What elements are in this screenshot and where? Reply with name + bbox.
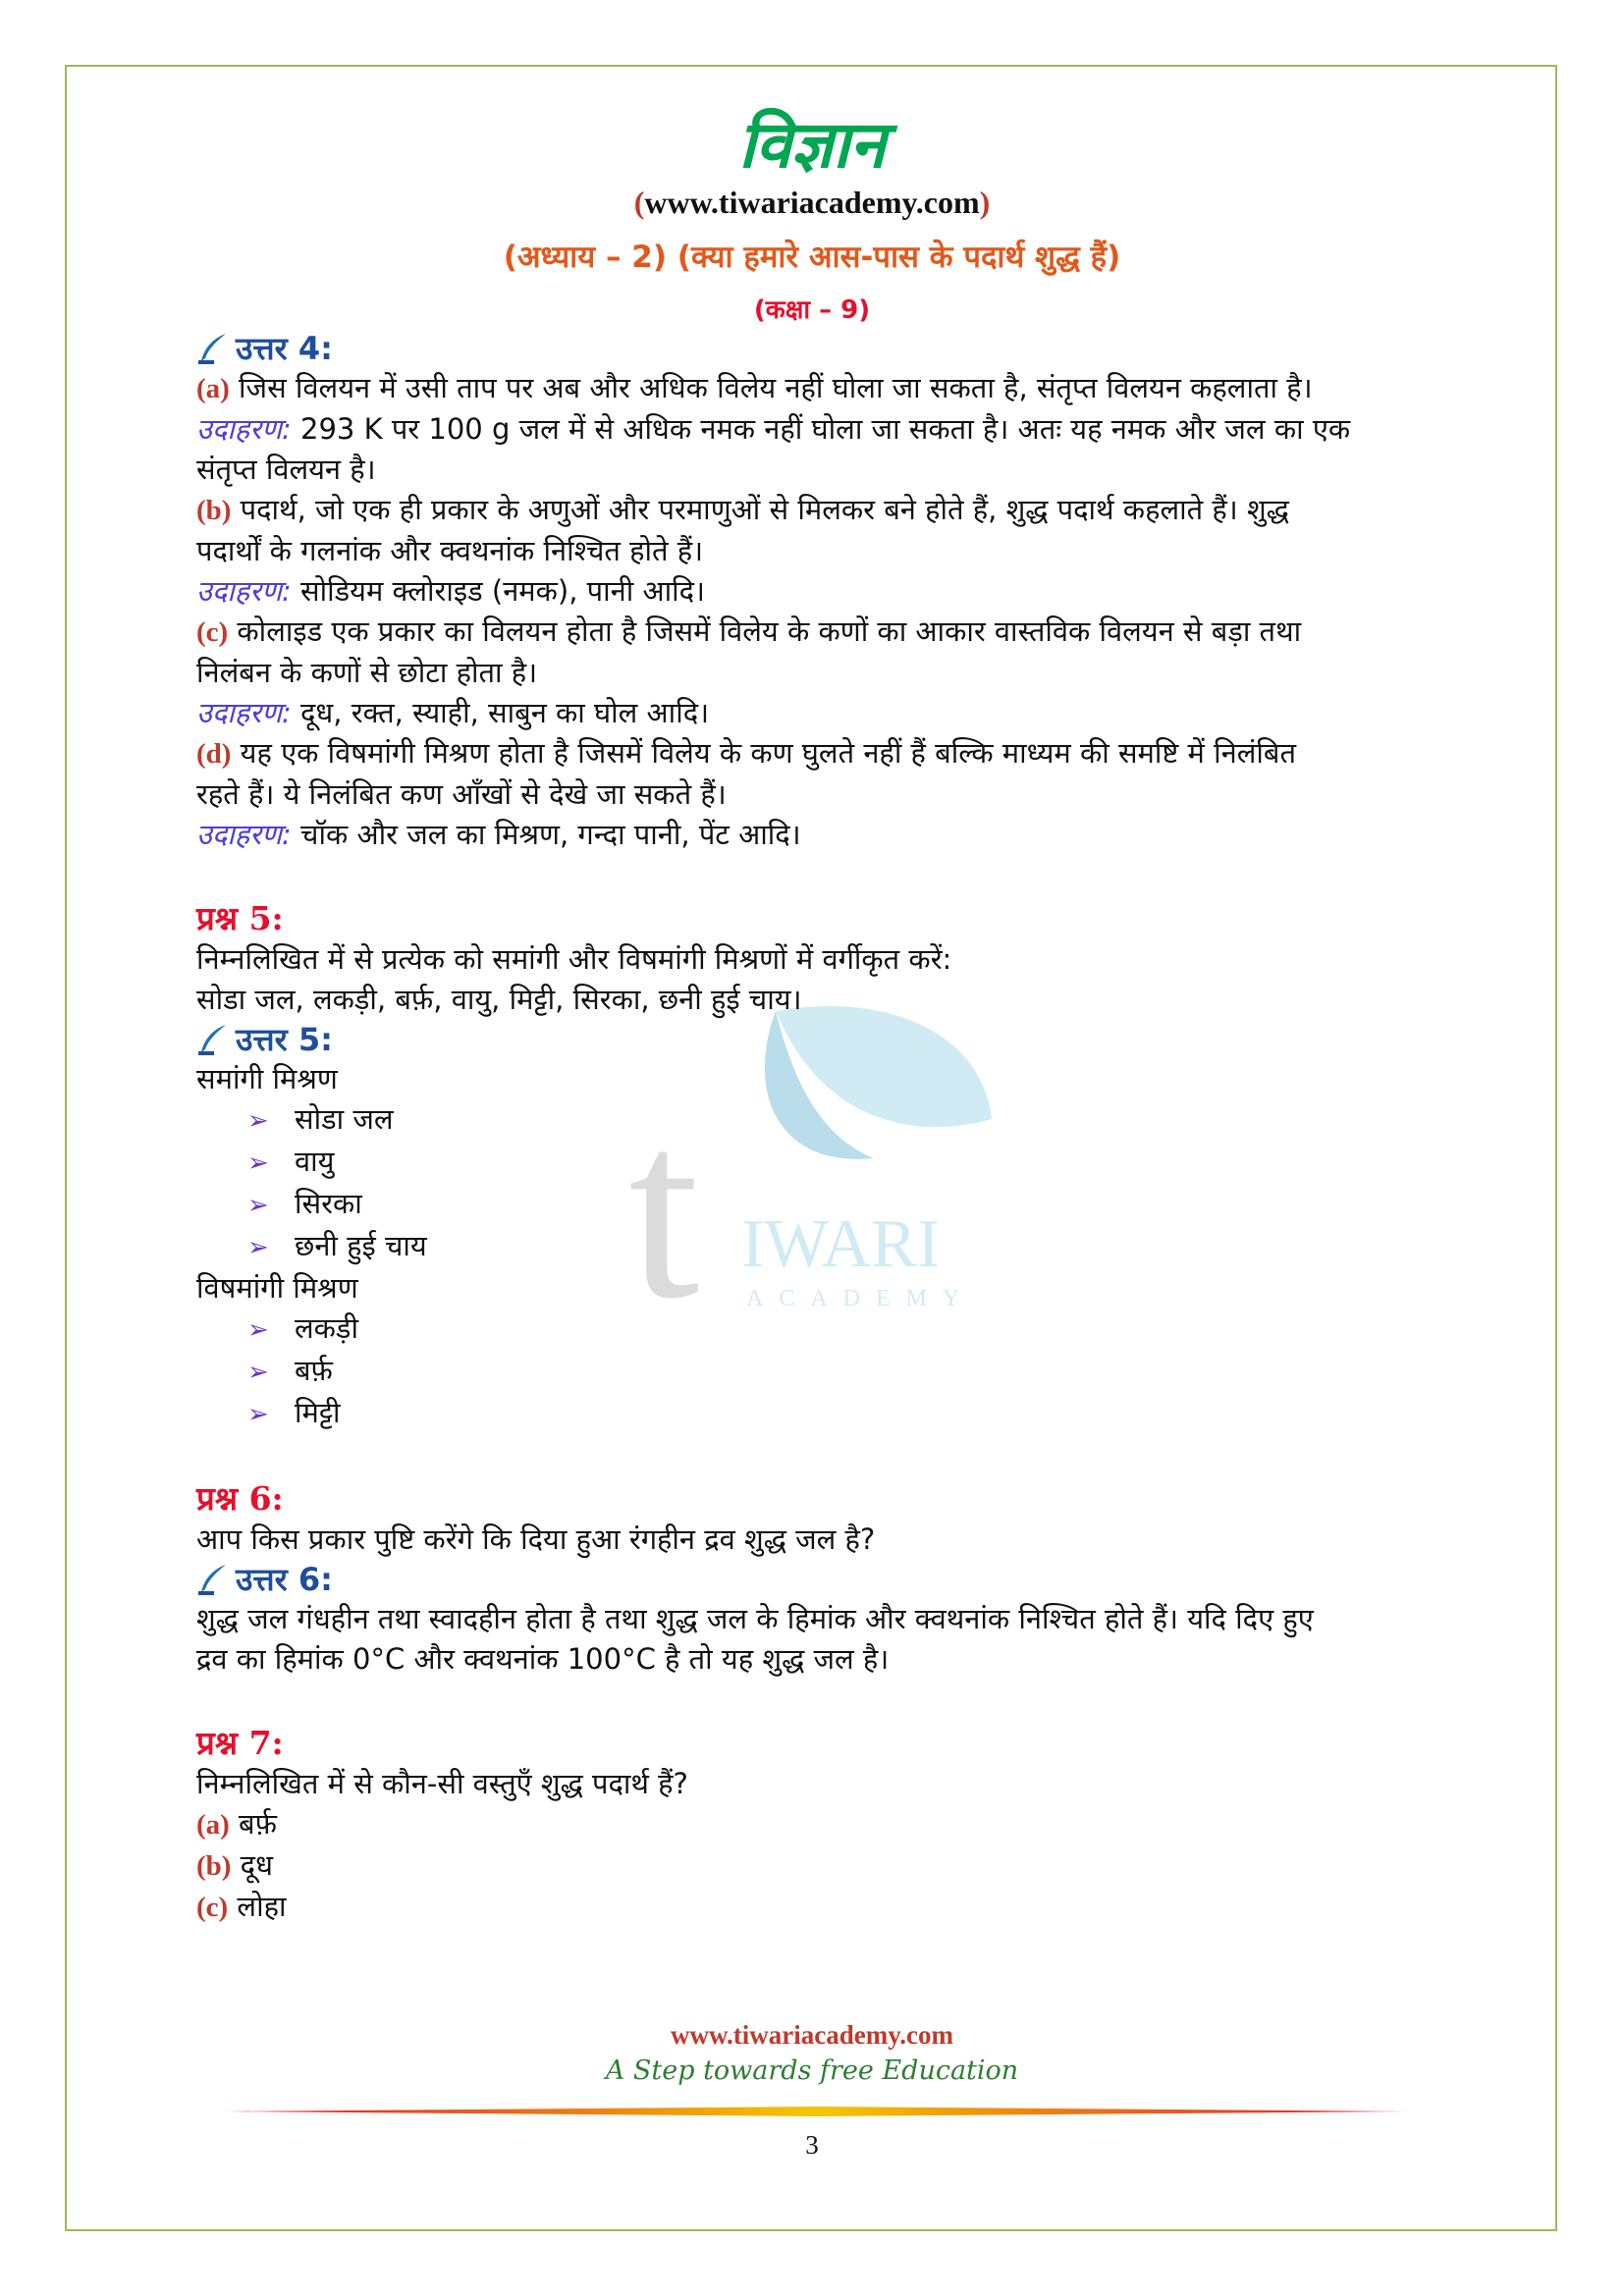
list-item-text: छनी हुई चाय [295, 1229, 427, 1262]
mark-c: (c) [196, 616, 229, 648]
list-item [247, 1099, 1443, 1142]
answer-5-heading [196, 1020, 1443, 1059]
question-6-text: आप किस प्रकार पुष्टि करेंगे कि दिया हुआ रंगहीन द्रव शुद्ध जल है? [196, 1522, 876, 1556]
example-label: उदाहरण: [196, 696, 292, 729]
answer-4-b-cont: पदार्थों के गलनांक और क्वथनांक निश्चित होते हैं। [196, 534, 704, 567]
answer-4-a-example-text: 293 K पर 100 g जल में से अधिक नमक नहीं घोला जा सकता है। अतः यह नमक और जल का एक [300, 412, 1351, 446]
option-mark: (c) [196, 1892, 229, 1923]
list-item-text: सिरका [295, 1187, 362, 1220]
answer-4-d [196, 733, 1443, 774]
list-item-text: सोडा जल [295, 1102, 394, 1136]
option-mark: (b) [196, 1850, 232, 1882]
answer-4-c [196, 612, 1443, 653]
answer-4-c-text: कोलाइड एक प्रकार का विलयन होता है जिसमें विलेय के कणों का आकार वास्तविक विलयन से बड़ा तथा [237, 614, 1302, 648]
arrow-bullet-icon: ➢ [247, 1148, 269, 1178]
answer-4-a-text: जिस विलयन में उसी ताप पर अब और अधिक विलेय नहीं घोला जा सकता है, संतृप्त विलयन कहलाता है। [239, 371, 1313, 404]
mark-d: (d) [196, 738, 232, 770]
answer-6-text: शुद्ध जल गंधहीन तथा स्वादहीन होता है तथा शुद्ध जल के हिमांक और क्वथनांक निश्चित होते हैं। यदि दिए हुए [196, 1602, 1314, 1635]
answer-4-b-text: पदार्थ, जो एक ही प्रकार के अणुओं और परमाणुओं से मिलकर बने होते हैं, शुद्ध पदार्थ कहलाते हैं। शुद्ध [240, 493, 1289, 526]
watermark-sub: ACADEMY [746, 1286, 976, 1311]
mark-a: (a) [196, 373, 230, 404]
option-text: बर्फ़ [239, 1807, 277, 1841]
watermark-brand: IWARI [741, 1206, 941, 1282]
heterogeneous-label: विषमांगी मिश्रण [196, 1271, 358, 1305]
example-label: उदाहरण: [196, 574, 292, 608]
option-c [196, 1887, 1443, 1928]
answer-4-heading-text: उत्तर 4: [236, 330, 333, 367]
answer-6-heading [196, 1560, 1443, 1599]
quill-pen-icon [196, 1563, 230, 1596]
chapter-heading: (अध्याय – 2) (क्या हमारे आस-पास के पदार्थ शुद्ध हैं) [503, 240, 1121, 275]
answer-6-heading-text: उत्तर 6: [236, 1561, 333, 1598]
option-text: दूध [240, 1848, 273, 1882]
quill-pen-icon [196, 332, 230, 365]
list-item [247, 1184, 1443, 1226]
header-website-text: www.tiwariacademy.com [644, 185, 980, 220]
question-7-text: निम्नलिखित में से कौन-सी वस्तुएँ शुद्ध पदार्थ हैं? [196, 1767, 688, 1800]
list-item [247, 1142, 1443, 1184]
footer-divider [228, 2107, 1406, 2116]
page-number: 3 [805, 2130, 819, 2160]
header-website: (www.tiwariacademy.com) [633, 185, 991, 220]
answer-4-b [196, 490, 1443, 531]
question-5-heading: प्रश्न 5: [196, 899, 284, 937]
answer-4-b-example [196, 571, 1443, 612]
page-title: विज्ञान [738, 107, 886, 183]
example-label: उदाहरण: [196, 412, 292, 446]
list-item [247, 1351, 1443, 1393]
arrow-bullet-icon: ➢ [247, 1400, 269, 1429]
answer-4-d-example-text: चॉक और जल का मिश्रण, गन्दा पानी, पेंट आदि। [300, 818, 801, 851]
content-body [196, 329, 1443, 1928]
heterogeneous-list [196, 1308, 1443, 1435]
footer-tagline: A Step towards free Education [605, 2056, 1019, 2086]
answer-4-d-cont: रहते हैं। ये निलंबित कण आँखों से देखे जा सकते हैं। [196, 777, 727, 811]
answer-4-c-example [196, 693, 1443, 733]
answer-6-text-cont: द्रव का हिमांक 0°C और क्वथनांक 100°C है तो यह शुद्ध जल है। [196, 1642, 890, 1676]
list-item-text: लकड़ी [295, 1311, 358, 1345]
arrow-bullet-icon: ➢ [247, 1358, 269, 1387]
arrow-bullet-icon: ➢ [247, 1106, 269, 1136]
answer-4-c-cont: निलंबन के कणों से छोटा होता है। [196, 656, 538, 689]
option-a [196, 1804, 1443, 1845]
answer-4-c-example-text: दूध, रक्त, स्याही, साबुन का घोल आदि। [300, 696, 710, 729]
class-label: (कक्षा – 9) [753, 295, 871, 325]
question-5-text: निम्नलिखित में से प्रत्येक को समांगी और विषमांगी मिश्रणों में वर्गीकृत करें: [196, 942, 952, 976]
answer-4-b-example-text: सोडियम क्लोराइड (नमक), पानी आदि। [300, 574, 705, 608]
list-item [247, 1226, 1443, 1268]
answer-4-d-example [196, 815, 1443, 855]
list-item-text: वायु [295, 1145, 335, 1178]
arrow-bullet-icon: ➢ [247, 1233, 269, 1262]
homogeneous-list [196, 1099, 1443, 1268]
answer-4-d-text: यह एक विषमांगी मिश्रण होता है जिसमें विलेय के कण घुलते नहीं हैं बल्कि माध्यम की समष्टि में निलंबित [240, 736, 1296, 770]
answer-4-a-example [196, 409, 1443, 450]
list-item [247, 1393, 1443, 1435]
answer-4-a-example-cont: संतृप्त विलयन है। [196, 453, 376, 486]
option-mark: (a) [196, 1809, 230, 1841]
example-label: उदाहरण: [196, 818, 292, 851]
watermark-letter: t [628, 1069, 700, 1352]
mark-b: (b) [196, 495, 232, 526]
list-item-text: मिट्टी [295, 1396, 341, 1429]
list-item [247, 1308, 1443, 1351]
homogeneous-label: समांगी मिश्रण [196, 1062, 338, 1095]
option-b [196, 1845, 1443, 1887]
answer-5-heading-text: उत्तर 5: [236, 1021, 333, 1058]
question-7-heading: प्रश्न 7: [196, 1724, 284, 1762]
quill-pen-icon [196, 1023, 230, 1056]
option-text: लोहा [237, 1890, 287, 1923]
arrow-bullet-icon: ➢ [247, 1315, 269, 1345]
footer-website[interactable]: www.tiwariacademy.com [671, 2020, 953, 2050]
answer-4-a [196, 368, 1443, 409]
answer-4-heading [196, 329, 1443, 368]
arrow-bullet-icon: ➢ [247, 1191, 269, 1220]
question-5-items: सोडा जल, लकड़ी, बर्फ़, वायु, मिट्टी, सिरका, छनी हुई चाय। [196, 983, 802, 1016]
list-item-text: बर्फ़ [295, 1354, 333, 1387]
question-6-heading: प्रश्न 6: [196, 1479, 284, 1518]
